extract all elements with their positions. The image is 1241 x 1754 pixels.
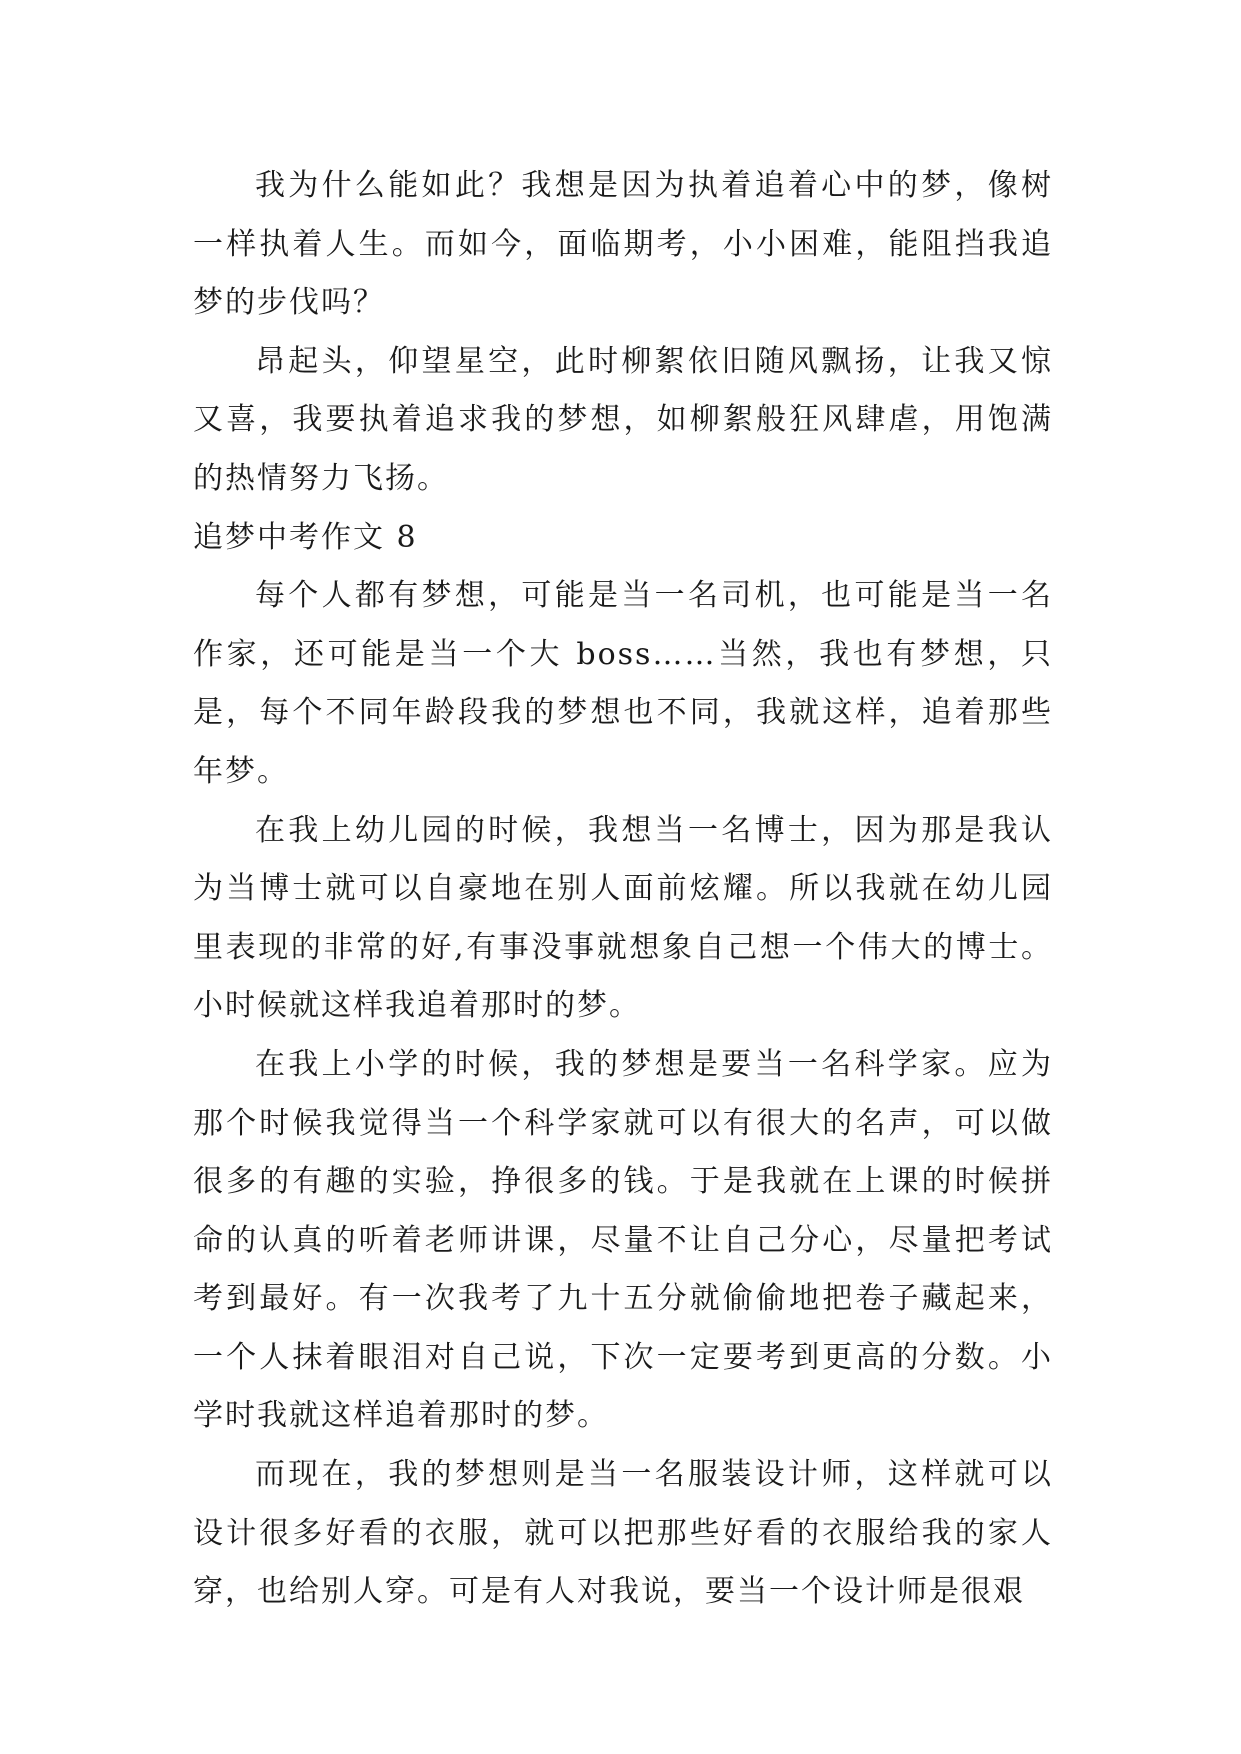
- document-page: [193, 157, 1053, 1622]
- paragraph: 而现在，我的梦想则是当一名服装设计师，这样就可以设计很多好看的衣服，就可以把那些好看的衣服给我的家人穿，也给别人穿。可是有人对我说，要当一个设计师是很艰: [193, 1457, 1053, 1610]
- paragraph: 每个人都有梦想，可能是当一名司机，也可能是当一名作家，还可能是当一个大 boss……当然，我也有梦想，只是，每个不同年龄段我的梦想也不同，我就这样，追着那些年梦。: [193, 578, 1053, 789]
- paragraph: 在我上小学的时候，我的梦想是要当一名科学家。应为那个时候我觉得当一个科学家就可以有很大的名声，可以做很多的有趣的实验，挣很多的钱。于是我就在上课的时候拼命的认真的听着老师讲课，尽量不让自己分心，尽量把考试考到最好。有一次我考了九十五分就偷偷地把卷子藏起来，一个人抹着眼泪对自己说，下次一定要考到更高的分数。小学时我就这样追着那时的梦。: [193, 1046, 1053, 1434]
- paragraph: 昂起头，仰望星空，此时柳絮依旧随风飘扬，让我又惊又喜，我要执着追求我的梦想，如柳絮般狂风肆虐，用饱满的热情努力飞扬。: [193, 343, 1053, 496]
- section-heading: 追梦中考作文 8: [193, 519, 418, 555]
- paragraph: 我为什么能如此？我想是因为执着追着心中的梦，像树一样执着人生。而如今，面临期考，小小困难，能阻挡我追梦的步伐吗？: [193, 168, 1053, 321]
- paragraph: 在我上幼儿园的时候，我想当一名博士，因为那是我认为当博士就可以自豪地在别人面前炫耀。所以我就在幼儿园里表现的非常的好,有事没事就想象自己想一个伟大的博士。小时候就这样我追着那时的梦。: [193, 812, 1053, 1024]
